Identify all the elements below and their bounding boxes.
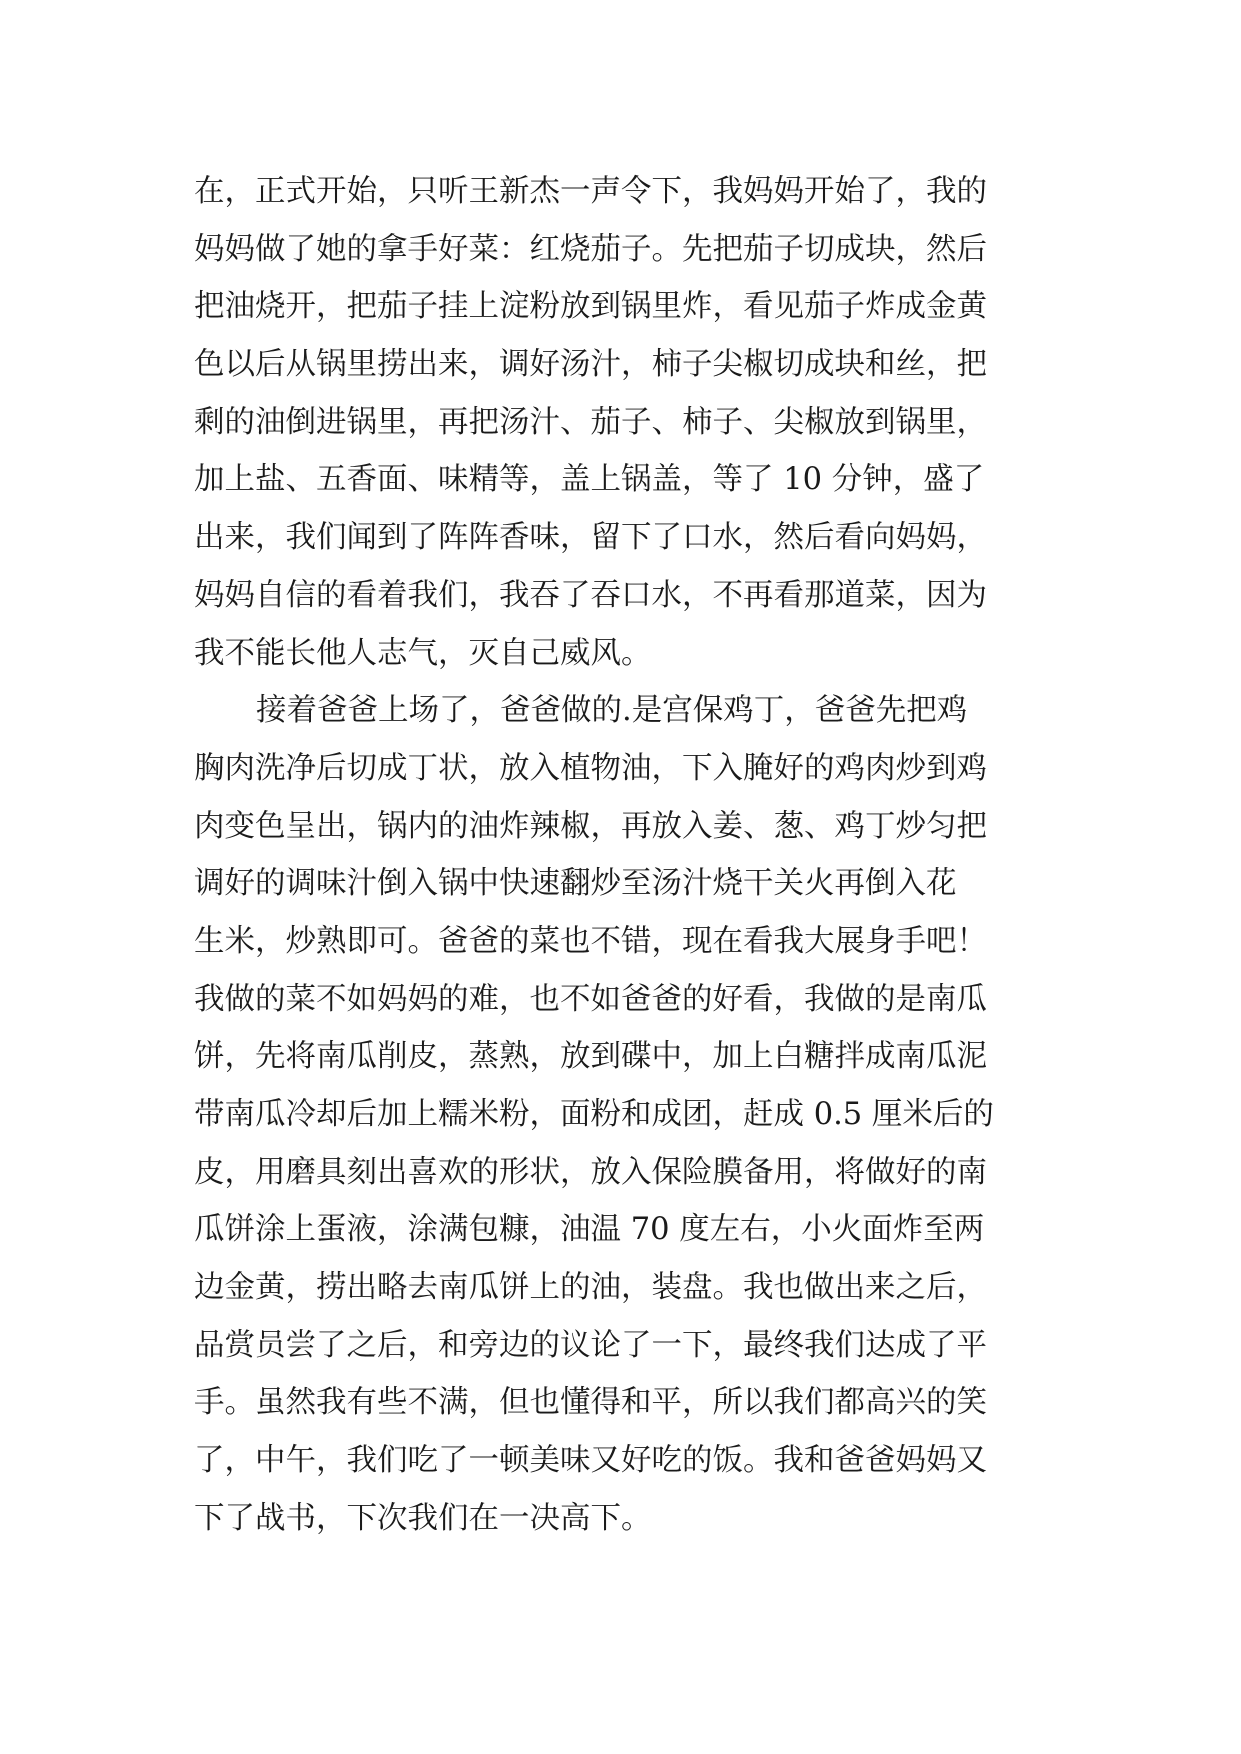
text-line: 把油烧开，把茄子挂上淀粉放到锅里炸，看见茄子炸成金黄 <box>194 289 987 325</box>
text-line: 生米，炒熟即可。爸爸的菜也不错，现在看我大展身手吧！ <box>194 923 987 959</box>
text-line: 瓜饼涂上蛋液，涂满包糠，油温 70 度左右，小火面炸至两 <box>194 1212 985 1248</box>
text-line: 手。虽然我有些不满，但也懂得和平，所以我们都高兴的笑 <box>194 1385 987 1421</box>
text-line: 加上盐、五香面、味精等，盖上锅盖，等了 10 分钟，盛了 <box>194 462 985 498</box>
text-line: 我不能长他人志气，灭自己威风。 <box>194 635 652 671</box>
text-line: 皮，用磨具刻出喜欢的形状，放入保险膜备用，将做好的南 <box>194 1154 987 1190</box>
body-text <box>194 163 1074 1548</box>
text-line: 出来，我们闻到了阵阵香味，留下了口水，然后看向妈妈， <box>194 520 987 556</box>
text-line: 胸肉洗净后切成丁状，放入植物油，下入腌好的鸡肉炒到鸡 <box>194 750 987 786</box>
text-line: 我做的菜不如妈妈的难，也不如爸爸的好看，我做的是南瓜 <box>194 981 987 1017</box>
text-line: 接着爸爸上场了，爸爸做的.是宫保鸡丁，爸爸先把鸡 <box>256 693 968 729</box>
text-line: 肉变色呈出，锅内的油炸辣椒，再放入姜、葱、鸡丁炒匀把 <box>194 808 987 844</box>
text-line: 妈妈自信的看着我们，我吞了吞口水，不再看那道菜，因为 <box>194 577 987 613</box>
text-line: 边金黄，捞出略去南瓜饼上的油，装盘。我也做出来之后， <box>194 1270 987 1306</box>
text-line: 饼，先将南瓜削皮，蒸熟，放到碟中，加上白糖拌成南瓜泥 <box>194 1039 987 1075</box>
text-line: 了，中午，我们吃了一顿美味又好吃的饭。我和爸爸妈妈又 <box>194 1443 987 1479</box>
text-line: 带南瓜冷却后加上糯米粉，面粉和成团，赶成 0.5 厘米后的 <box>194 1097 994 1132</box>
text-line: 在，正式开始，只听王新杰一声令下，我妈妈开始了，我的 <box>194 174 987 209</box>
paragraph-2 <box>194 682 1074 1547</box>
text-line: 品赏员尝了之后，和旁边的议论了一下，最终我们达成了平 <box>194 1327 987 1363</box>
text-line: 剩的油倒进锅里，再把汤汁、茄子、柿子、尖椒放到锅里， <box>194 404 987 440</box>
text-line: 色以后从锅里捞出来，调好汤汁，柿子尖椒切成块和丝，把 <box>194 347 987 383</box>
paragraph-1 <box>194 163 1074 682</box>
text-line: 妈妈做了她的拿手好菜：红烧茄子。先把茄子切成块，然后 <box>194 231 987 267</box>
text-line: 下了战书，下次我们在一决高下。 <box>194 1500 652 1536</box>
text-line: 调好的调味汁倒入锅中快速翻炒至汤汁烧干关火再倒入花 <box>194 866 957 902</box>
